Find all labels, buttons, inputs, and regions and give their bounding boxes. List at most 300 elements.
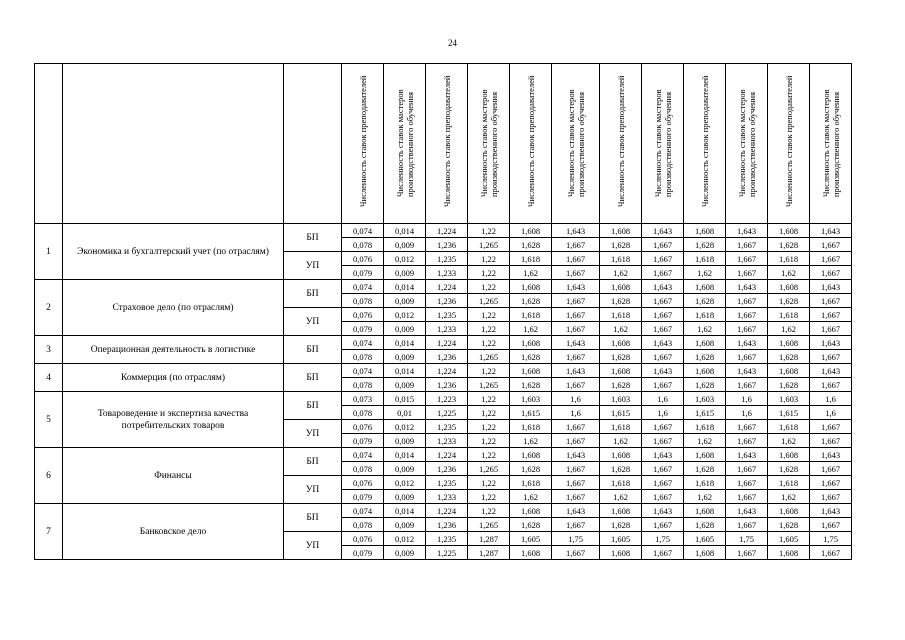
- value-cell: 0,074: [342, 280, 384, 294]
- value-cell: 1,628: [684, 378, 726, 392]
- value-cell: 1,22: [468, 364, 510, 378]
- value-cell: 1,628: [768, 294, 810, 308]
- value-cell: 1,223: [426, 392, 468, 406]
- header-label: Численность ставок преподавателей: [525, 75, 536, 207]
- value-cell: 1,62: [768, 266, 810, 280]
- value-cell: 0,009: [384, 322, 426, 336]
- specialty-index: 4: [35, 364, 63, 392]
- value-cell: 1,667: [552, 378, 600, 392]
- header-label: Численность ставок преподавателей: [357, 75, 368, 207]
- value-cell: 1,608: [684, 546, 726, 560]
- value-cell: 1,628: [600, 294, 642, 308]
- value-cell: 1,667: [642, 322, 684, 336]
- value-cell: 1,75: [810, 532, 852, 546]
- value-cell: 1,608: [684, 504, 726, 518]
- value-cell: 1,235: [426, 476, 468, 490]
- value-cell: 1,287: [468, 532, 510, 546]
- value-cell: 1,22: [468, 490, 510, 504]
- value-cell: 0,014: [384, 504, 426, 518]
- value-cell: 0,012: [384, 532, 426, 546]
- specialty-index: 6: [35, 448, 63, 504]
- value-cell: 1,22: [468, 280, 510, 294]
- value-cell: 1,667: [552, 294, 600, 308]
- value-cell: 0,078: [342, 238, 384, 252]
- value-cell: 1,235: [426, 420, 468, 434]
- value-cell: 1,235: [426, 308, 468, 322]
- value-cell: 1,628: [600, 462, 642, 476]
- specialty-name: Банковское дело: [63, 504, 284, 560]
- value-cell: 1,233: [426, 434, 468, 448]
- value-cell: 1,6: [642, 406, 684, 420]
- value-cell: 1,667: [726, 266, 768, 280]
- value-cell: 0,014: [384, 364, 426, 378]
- value-cell: 1,62: [600, 490, 642, 504]
- study-form: БП: [284, 364, 342, 392]
- study-form: БП: [284, 448, 342, 476]
- value-cell: 1,233: [426, 266, 468, 280]
- value-cell: 1,236: [426, 350, 468, 364]
- value-cell: 1,22: [468, 420, 510, 434]
- header-label: Численность ставок мастеров производственного обучения: [652, 89, 673, 197]
- value-cell: 1,667: [642, 238, 684, 252]
- value-cell: 1,667: [726, 546, 768, 560]
- value-cell: 1,667: [642, 266, 684, 280]
- value-cell: 1,6: [642, 392, 684, 406]
- value-cell: 1,667: [726, 294, 768, 308]
- value-cell: 1,628: [768, 462, 810, 476]
- value-cell: 1,608: [600, 224, 642, 238]
- value-cell: 1,62: [768, 322, 810, 336]
- value-cell: 1,667: [810, 462, 852, 476]
- value-cell: 1,618: [510, 252, 552, 266]
- value-cell: 0,009: [384, 546, 426, 560]
- value-cell: 1,618: [600, 252, 642, 266]
- value-cell: 1,603: [768, 392, 810, 406]
- value-cell: 1,62: [510, 322, 552, 336]
- header-cell: [810, 64, 852, 224]
- value-cell: 1,643: [642, 336, 684, 350]
- table-row: [35, 224, 852, 238]
- value-cell: 1,643: [642, 504, 684, 518]
- value-cell: 1,22: [468, 322, 510, 336]
- header-cell: [768, 64, 810, 224]
- value-cell: 1,236: [426, 518, 468, 532]
- value-cell: 1,233: [426, 322, 468, 336]
- value-cell: 1,608: [684, 224, 726, 238]
- header-empty-index: [35, 64, 63, 224]
- specialty-name: Страховое дело (по отраслям): [63, 280, 284, 336]
- header-cell: [468, 64, 510, 224]
- value-cell: 1,643: [642, 364, 684, 378]
- value-cell: 1,236: [426, 294, 468, 308]
- value-cell: 1,605: [600, 532, 642, 546]
- value-cell: 1,224: [426, 448, 468, 462]
- header-label: Численность ставок мастеров производственного обучения: [736, 89, 757, 197]
- value-cell: 1,667: [726, 308, 768, 322]
- header-label: Численность ставок преподавателей: [783, 75, 794, 207]
- study-form: БП: [284, 392, 342, 420]
- value-cell: 1,265: [468, 378, 510, 392]
- value-cell: 1,667: [552, 434, 600, 448]
- header-row: [35, 64, 852, 224]
- value-cell: 0,014: [384, 224, 426, 238]
- value-cell: 1,608: [768, 448, 810, 462]
- table-row: [35, 504, 852, 518]
- value-cell: 1,628: [510, 462, 552, 476]
- value-cell: 1,628: [768, 238, 810, 252]
- value-cell: 1,235: [426, 532, 468, 546]
- value-cell: 1,643: [552, 336, 600, 350]
- value-cell: 1,628: [600, 518, 642, 532]
- value-cell: 0,076: [342, 476, 384, 490]
- value-cell: 1,667: [726, 378, 768, 392]
- value-cell: 1,608: [510, 280, 552, 294]
- value-cell: 1,643: [726, 336, 768, 350]
- value-cell: 1,265: [468, 462, 510, 476]
- value-cell: 1,667: [810, 308, 852, 322]
- specialty-name: Экономика и бухгалтерский учет (по отраслям): [63, 224, 284, 280]
- value-cell: 1,236: [426, 378, 468, 392]
- value-cell: 0,009: [384, 266, 426, 280]
- value-cell: 1,643: [552, 280, 600, 294]
- value-cell: 0,079: [342, 434, 384, 448]
- value-cell: 1,667: [810, 238, 852, 252]
- value-cell: 1,22: [468, 266, 510, 280]
- value-cell: 1,603: [510, 392, 552, 406]
- specialty-index: 2: [35, 280, 63, 336]
- value-cell: 1,615: [510, 406, 552, 420]
- value-cell: 1,608: [600, 336, 642, 350]
- value-cell: 1,615: [684, 406, 726, 420]
- value-cell: 0,073: [342, 392, 384, 406]
- value-cell: 1,615: [768, 406, 810, 420]
- specialty-index: 7: [35, 504, 63, 560]
- value-cell: 1,667: [810, 322, 852, 336]
- header-empty-name: [63, 64, 284, 224]
- value-cell: 1,618: [684, 420, 726, 434]
- value-cell: 1,615: [600, 406, 642, 420]
- value-cell: 1,608: [768, 336, 810, 350]
- value-cell: 1,667: [642, 308, 684, 322]
- value-cell: 1,236: [426, 462, 468, 476]
- value-cell: 1,608: [768, 280, 810, 294]
- value-cell: 1,608: [510, 364, 552, 378]
- value-cell: 1,62: [684, 322, 726, 336]
- value-cell: 0,012: [384, 420, 426, 434]
- value-cell: 1,618: [768, 420, 810, 434]
- value-cell: 0,012: [384, 476, 426, 490]
- value-cell: 1,22: [468, 308, 510, 322]
- value-cell: 0,079: [342, 546, 384, 560]
- value-cell: 1,236: [426, 238, 468, 252]
- value-cell: 1,608: [768, 504, 810, 518]
- value-cell: 1,62: [600, 266, 642, 280]
- value-cell: 1,667: [642, 518, 684, 532]
- value-cell: 1,667: [552, 308, 600, 322]
- value-cell: 1,667: [726, 490, 768, 504]
- value-cell: 1,667: [552, 420, 600, 434]
- table-row: [35, 392, 852, 406]
- value-cell: 1,628: [600, 238, 642, 252]
- header-cell: [384, 64, 426, 224]
- value-cell: 1,605: [768, 532, 810, 546]
- value-cell: 1,667: [642, 434, 684, 448]
- staffing-table-container: [34, 63, 852, 560]
- value-cell: 0,074: [342, 504, 384, 518]
- value-cell: 1,667: [810, 490, 852, 504]
- header-cell: [684, 64, 726, 224]
- value-cell: 0,076: [342, 252, 384, 266]
- study-form: БП: [284, 280, 342, 308]
- header-label: Численность ставок мастеров производственного обучения: [820, 89, 841, 197]
- value-cell: 1,643: [810, 364, 852, 378]
- study-form: УП: [284, 532, 342, 560]
- value-cell: 1,22: [468, 406, 510, 420]
- table-row: [35, 448, 852, 462]
- value-cell: 1,62: [768, 490, 810, 504]
- value-cell: 1,643: [642, 224, 684, 238]
- value-cell: 1,6: [810, 392, 852, 406]
- value-cell: 1,75: [642, 532, 684, 546]
- value-cell: 1,628: [510, 518, 552, 532]
- value-cell: 1,618: [510, 308, 552, 322]
- value-cell: 1,265: [468, 294, 510, 308]
- value-cell: 1,667: [642, 546, 684, 560]
- value-cell: 1,667: [552, 322, 600, 336]
- study-form: БП: [284, 504, 342, 532]
- value-cell: 0,074: [342, 448, 384, 462]
- value-cell: 1,618: [684, 308, 726, 322]
- value-cell: 1,667: [726, 434, 768, 448]
- specialty-index: 3: [35, 336, 63, 364]
- value-cell: 0,078: [342, 462, 384, 476]
- value-cell: 1,628: [684, 294, 726, 308]
- value-cell: 0,076: [342, 420, 384, 434]
- value-cell: 1,667: [726, 476, 768, 490]
- value-cell: 1,618: [768, 308, 810, 322]
- value-cell: 1,608: [684, 364, 726, 378]
- value-cell: 1,6: [810, 406, 852, 420]
- value-cell: 1,608: [600, 546, 642, 560]
- value-cell: 1,667: [726, 420, 768, 434]
- value-cell: 1,22: [468, 336, 510, 350]
- value-cell: 1,667: [552, 252, 600, 266]
- value-cell: 0,014: [384, 448, 426, 462]
- value-cell: 0,074: [342, 364, 384, 378]
- value-cell: 1,667: [810, 350, 852, 364]
- value-cell: 1,667: [642, 350, 684, 364]
- value-cell: 1,667: [552, 476, 600, 490]
- value-cell: 1,608: [600, 280, 642, 294]
- value-cell: 1,62: [600, 434, 642, 448]
- value-cell: 1,667: [810, 476, 852, 490]
- value-cell: 1,75: [552, 532, 600, 546]
- value-cell: 1,265: [468, 350, 510, 364]
- value-cell: 0,009: [384, 518, 426, 532]
- value-cell: 0,076: [342, 532, 384, 546]
- header-cell: [600, 64, 642, 224]
- header-label: Численность ставок преподавателей: [699, 75, 710, 207]
- value-cell: 1,667: [810, 420, 852, 434]
- value-cell: 0,015: [384, 392, 426, 406]
- value-cell: 1,643: [810, 280, 852, 294]
- value-cell: 1,618: [510, 476, 552, 490]
- header-cell: [642, 64, 684, 224]
- value-cell: 1,643: [810, 224, 852, 238]
- value-cell: 1,667: [552, 518, 600, 532]
- value-cell: 1,643: [726, 280, 768, 294]
- value-cell: 1,22: [468, 252, 510, 266]
- value-cell: 1,608: [684, 448, 726, 462]
- value-cell: 1,605: [684, 532, 726, 546]
- value-cell: 1,643: [726, 364, 768, 378]
- header-label: Численность ставок мастеров производственного обучения: [394, 89, 415, 197]
- value-cell: 1,608: [510, 224, 552, 238]
- value-cell: 1,22: [468, 434, 510, 448]
- value-cell: 1,628: [684, 462, 726, 476]
- value-cell: 0,014: [384, 280, 426, 294]
- value-cell: 0,01: [384, 406, 426, 420]
- value-cell: 1,628: [768, 518, 810, 532]
- value-cell: 1,608: [768, 364, 810, 378]
- value-cell: 1,62: [510, 490, 552, 504]
- value-cell: 1,62: [600, 322, 642, 336]
- specialty-index: 1: [35, 224, 63, 280]
- value-cell: 1,628: [510, 378, 552, 392]
- value-cell: 1,22: [468, 476, 510, 490]
- value-cell: 1,608: [510, 448, 552, 462]
- table-row: [35, 336, 852, 350]
- value-cell: 0,079: [342, 490, 384, 504]
- value-cell: 0,078: [342, 406, 384, 420]
- value-cell: 1,224: [426, 364, 468, 378]
- value-cell: 1,667: [726, 462, 768, 476]
- value-cell: 1,643: [552, 448, 600, 462]
- header-cell: [552, 64, 600, 224]
- value-cell: 1,618: [510, 420, 552, 434]
- value-cell: 1,628: [510, 294, 552, 308]
- value-cell: 1,667: [552, 266, 600, 280]
- value-cell: 1,667: [810, 518, 852, 532]
- value-cell: 1,62: [510, 266, 552, 280]
- value-cell: 1,628: [684, 518, 726, 532]
- value-cell: 0,078: [342, 350, 384, 364]
- table-row: [35, 364, 852, 378]
- value-cell: 1,643: [726, 504, 768, 518]
- value-cell: 1,62: [684, 434, 726, 448]
- value-cell: 0,079: [342, 322, 384, 336]
- study-form: БП: [284, 336, 342, 364]
- specialty-name: Коммерция (по отраслям): [63, 364, 284, 392]
- value-cell: 1,618: [684, 476, 726, 490]
- value-cell: 1,603: [600, 392, 642, 406]
- value-cell: 1,224: [426, 224, 468, 238]
- study-form: УП: [284, 420, 342, 448]
- value-cell: 1,667: [642, 490, 684, 504]
- value-cell: 1,667: [726, 350, 768, 364]
- page-number: 24: [448, 38, 457, 48]
- specialty-name: Операционная деятельность в логистике: [63, 336, 284, 364]
- value-cell: 1,6: [552, 406, 600, 420]
- value-cell: 0,076: [342, 308, 384, 322]
- value-cell: 1,224: [426, 504, 468, 518]
- value-cell: 1,667: [642, 294, 684, 308]
- value-cell: 1,628: [684, 350, 726, 364]
- header-cell: [510, 64, 552, 224]
- value-cell: 0,012: [384, 252, 426, 266]
- value-cell: 1,628: [600, 350, 642, 364]
- value-cell: 1,667: [552, 350, 600, 364]
- value-cell: 1,628: [768, 378, 810, 392]
- value-cell: 0,074: [342, 336, 384, 350]
- value-cell: 1,628: [684, 238, 726, 252]
- value-cell: 1,667: [552, 490, 600, 504]
- table-row: [35, 280, 852, 294]
- value-cell: 1,643: [726, 448, 768, 462]
- value-cell: 1,618: [684, 252, 726, 266]
- value-cell: 0,074: [342, 224, 384, 238]
- value-cell: 1,667: [810, 378, 852, 392]
- value-cell: 1,608: [684, 336, 726, 350]
- value-cell: 1,618: [600, 308, 642, 322]
- table-body: [35, 224, 852, 560]
- value-cell: 1,618: [600, 476, 642, 490]
- value-cell: 1,235: [426, 252, 468, 266]
- value-cell: 1,608: [768, 224, 810, 238]
- value-cell: 1,628: [510, 238, 552, 252]
- value-cell: 1,643: [552, 224, 600, 238]
- study-form: УП: [284, 476, 342, 504]
- value-cell: 1,667: [642, 420, 684, 434]
- value-cell: 1,667: [810, 252, 852, 266]
- value-cell: 1,643: [810, 448, 852, 462]
- value-cell: 1,608: [600, 448, 642, 462]
- value-cell: 1,62: [684, 266, 726, 280]
- value-cell: 0,009: [384, 490, 426, 504]
- header-label: Численность ставок преподавателей: [615, 75, 626, 207]
- specialty-name: Финансы: [63, 448, 284, 504]
- value-cell: 0,079: [342, 266, 384, 280]
- header-label: Численность ставок мастеров производственного обучения: [565, 89, 586, 197]
- value-cell: 1,265: [468, 518, 510, 532]
- value-cell: 1,605: [510, 532, 552, 546]
- value-cell: 1,6: [552, 392, 600, 406]
- value-cell: 1,667: [726, 252, 768, 266]
- staffing-table: [34, 63, 852, 560]
- header-empty-form: [284, 64, 342, 224]
- value-cell: 1,608: [600, 364, 642, 378]
- header-label: Численность ставок преподавателей: [441, 75, 452, 207]
- value-cell: 1,628: [600, 378, 642, 392]
- value-cell: 1,287: [468, 546, 510, 560]
- value-cell: 1,643: [642, 280, 684, 294]
- value-cell: 1,628: [768, 350, 810, 364]
- value-cell: 0,009: [384, 378, 426, 392]
- value-cell: 1,643: [642, 448, 684, 462]
- value-cell: 1,667: [810, 434, 852, 448]
- value-cell: 1,62: [768, 434, 810, 448]
- header-cell: [726, 64, 768, 224]
- header-cell: [342, 64, 384, 224]
- value-cell: 0,009: [384, 462, 426, 476]
- study-form: БП: [284, 224, 342, 252]
- value-cell: 1,603: [684, 392, 726, 406]
- value-cell: 1,22: [468, 448, 510, 462]
- value-cell: 1,618: [768, 252, 810, 266]
- value-cell: 1,667: [642, 462, 684, 476]
- value-cell: 1,225: [426, 406, 468, 420]
- value-cell: 1,75: [726, 532, 768, 546]
